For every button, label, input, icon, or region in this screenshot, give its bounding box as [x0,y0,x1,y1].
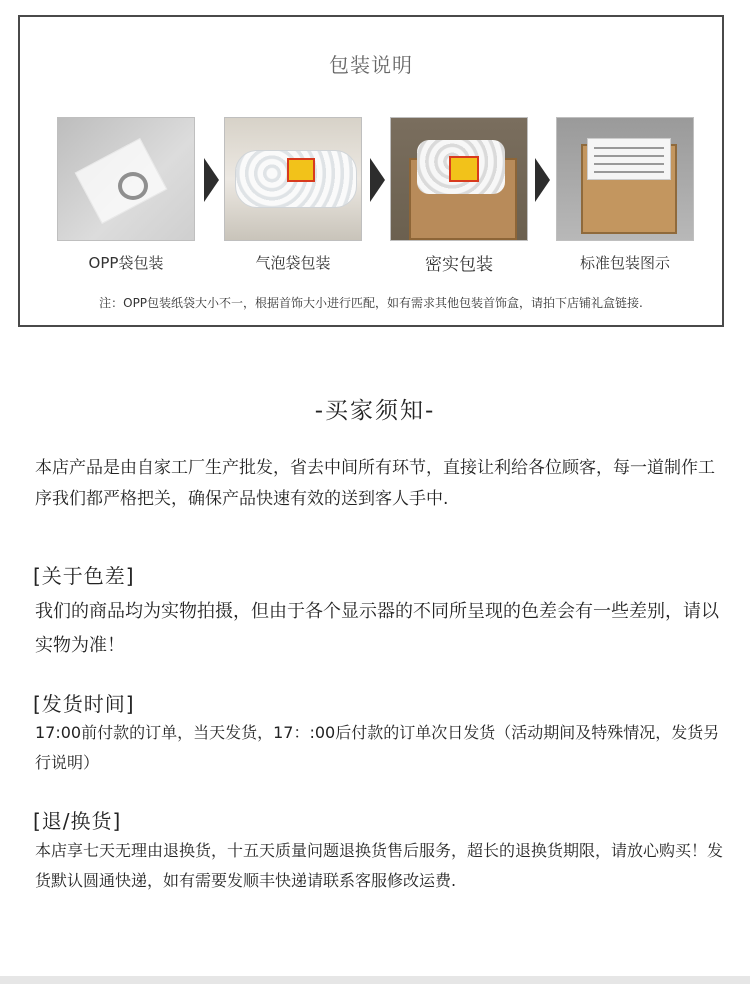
bottom-divider [0,976,750,984]
intro-paragraph: 本店产品是由自家工厂生产批发，省去中间所有环节，直接让利给各位顾客，每一道制作工序我们都严格把关，确保产品快速有效的送到客人手中. [35,458,715,509]
packaging-note: 注：OPP包装纸袋大小不一，根据首饰大小进行匹配，如有需求其他包装首饰盒，请拍下店铺礼盒链接. [99,296,643,310]
opp-bag-photo [57,117,195,241]
packaging-title: 包装说明 [329,53,413,77]
shipping-time-heading: [发货时间] [33,692,135,716]
step-caption: 密实包装 [425,255,493,275]
arrow-right-icon [535,158,550,202]
step-standard-pack [556,117,694,272]
color-difference-text: 我们的商品均为实物拍摄，但由于各个显示器的不同所呈现的色差会有一些差别，请以实物为准！ [35,601,719,656]
color-difference-heading: [关于色差] [33,564,135,588]
secure-pack-photo [390,117,528,241]
arrow-right-icon [204,158,219,202]
return-exchange-text: 本店享七天无理由退换货，十五天质量问题退换货售后服务，超长的退换货期限，请放心购买！发货默认圆通快递，如有需要发顺丰快递请联系客服修改运费. [35,841,724,890]
return-exchange-heading: [退/换货] [33,809,122,833]
buyer-notice-title: -买家须知- [314,398,436,424]
step-bubble-bag [224,117,362,272]
packaging-panel [18,15,724,327]
standard-pack-photo [556,117,694,241]
bubble-bag-photo [224,117,362,241]
shipping-time-text: 17:00前付款的订单，当天发货，17：:00后付款的订单次日发货（活动期间及特殊情况，发货另行说明） [35,723,720,772]
step-secure-pack [390,117,528,275]
step-caption: 气泡袋包装 [255,254,331,272]
step-opp-bag [57,117,195,272]
arrow-right-icon [370,158,385,202]
step-caption: 标准包装图示 [579,254,670,272]
step-caption: OPP袋包装 [88,254,164,272]
